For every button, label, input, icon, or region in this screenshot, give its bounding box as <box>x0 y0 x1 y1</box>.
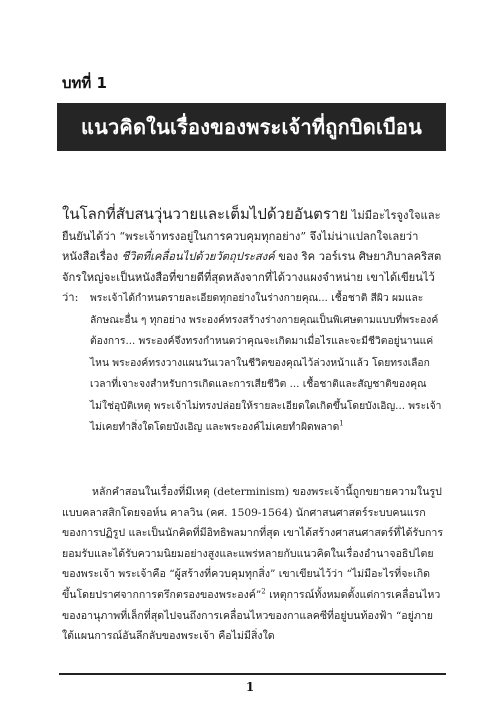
page-number: 1 <box>245 680 255 694</box>
chapter-title-banner <box>57 103 446 151</box>
paragraph-2-text-b: เหตุการณ์ทั้งหมดตั้งแต่การเคลื่อนไหวของอานุภาพที่เล็กที่สุดไปจนถึงการเคลื่อนไหวของกาแลคซีที่อยู่บนท้องฟ้า “อยู่ภายใต้แผนการณ์อันลึกลับของพระเจ้า คือไม่มีสิ่งใด <box>62 588 441 643</box>
book-title: ชีวิตที่เคลื่อนไปด้วยวัตถุประสงค์ <box>121 250 275 264</box>
paragraph-2-text-a: หลักคำสอนในเรื่องที่มีเหตุ (determinism) ของพระเจ้านี้ถูกขยายความในรูปแบบคลาสสิกโดยจอห์น คาลวิน (คศ. 1509-1564) นักศาสนศาสตร์ระบบคนแรกของการปฏิรูป และเป็นนักคิดที่มีอิทธิพลมากที่สุด เขาได้สร้างศาสนศาสตร์ที่ได้รับการยอมรับและได้รับความนิยมอย่างสูงและแพร่หลายกับแนวคิดในเรื่องอำนาจอธิปไตยของพระเจ้า พระเจ้าคือ “ผู้สร้างที่ควบคุมทุกสิ่ง” เขาเขียนไว้ว่า “ไม่มีอะไรที่จะเกิดขึ้นโดยปราศจากการตรึกตรองของพระองค์” <box>62 486 444 601</box>
footnote-ref-1: 1 <box>339 419 344 428</box>
footer-rule <box>59 673 446 675</box>
block-quote <box>90 288 446 439</box>
paragraph-1-text-b: ของ ริค วอร์เรน ศิษยาภิบาลคริสตจักรใหญ่จะเป็นหนังสือที่ขายดีที่สุดหลังจากที่ได้วางแผงจำหน่าย เขาได้เขียนไว้ว่า: <box>62 250 442 305</box>
chapter-label: บทที่ 1 <box>62 74 107 92</box>
quote-text: พระเจ้าได้กำหนดรายละเอียดทุกอย่างในร่างกายคุณ... เชื้อชาติ สีผิว ผมและลักษณะอื่น ๆ ทุกอย่าง พระองค์ทรงสร้างร่างกายคุณเป็นพิเศษตามแบบที่พระองค์ต้องการ... พระองค์จึงทรงกำหนดว่าคุณจะเกิดมาเมื่อไรและจะมีชีวิตอยู่นานแค่ไหน พระองค์ทรงวางแผนวันเวลาในชีวิตของคุณไว้ล่วงหน้าแล้ว โดยทรงเลือกเวลาที่เจาะจงสำหรับการเกิดและการเสียชีวิต ... เชื้อชาติและสัญชาติของคุณไม่ใช่อุบัติเหตุ พระเจ้าไม่ทรงปล่อยให้รายละเอียดใดเกิดขึ้นโดยบังเอิญ... พระเจ้าไม่เคยทำสิ่งใดโดยบังเอิญ และพระองค์ไม่เคยทำผิดพลาด <box>90 292 442 433</box>
paragraph-2 <box>62 482 444 647</box>
paragraph-1-lead: ในโลกที่สับสนวุ่นวายและเต็มไปด้วยอันตราย <box>62 205 349 223</box>
footnote-ref-2: 2 <box>261 587 266 596</box>
chapter-title: แนวคิดในเรื่องของพระเจ้าที่ถูกบิดเบือน <box>81 115 422 139</box>
paragraph-1-text-a: ไม่มีอะไรจูงใจและยืนยันได้ว่า “พระเจ้าทรงอยู่ในการควบคุมทุกอย่าง” จึงไม่น่าแปลกใจเลยว่าหนังสือเรื่อง <box>62 209 441 264</box>
